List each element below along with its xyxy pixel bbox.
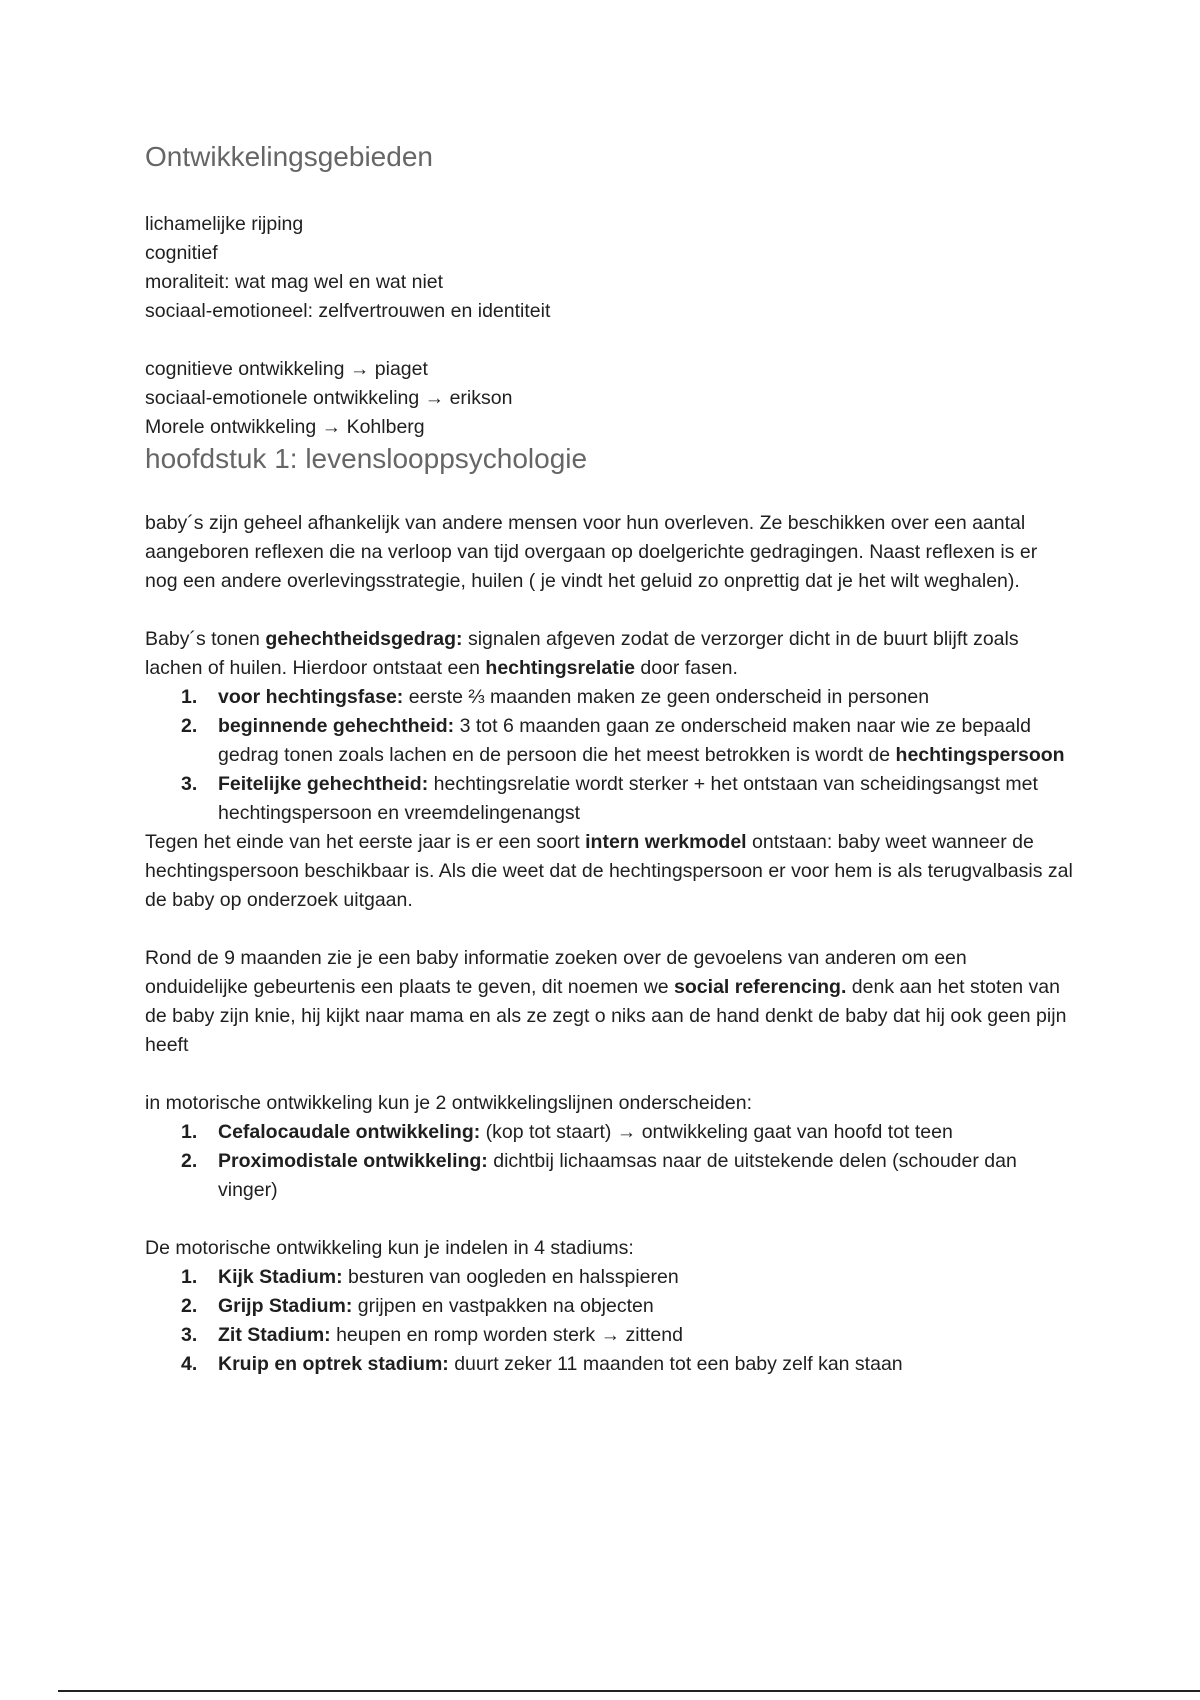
area-line: moraliteit: wat mag wel en wat niet [145, 270, 444, 293]
list-number: 2. [181, 715, 198, 738]
list-text: hechtingsrelatie wordt sterker + het ontstaan van scheidingsangst met hechtingspersoon en vreemdelingenangst [218, 773, 1038, 825]
list-number: 1. [181, 1121, 198, 1144]
theorists-list [145, 355, 1075, 442]
term-intern-werkmodel: intern werkmodel [585, 831, 747, 854]
list-item [145, 712, 1075, 770]
list-item [145, 1147, 1075, 1205]
term-hechtingsrelatie: hechtingsrelatie [485, 657, 635, 680]
list-term: beginnende gehechtheid: [218, 715, 455, 738]
theorist-line: sociaal-emotionele ontwikkeling → erikson [145, 386, 513, 409]
list-item [145, 1263, 1075, 1292]
list-number: 1. [181, 686, 198, 709]
text-run: Tegen het einde van het eerste jaar is er een soort [145, 831, 586, 854]
list-item [145, 1292, 1075, 1321]
list-text: 3 tot 6 maanden gaan ze onderscheid maken naar wie ze bepaald gedrag tonen zoals lachen en de persoon die het meest betrokken is wordt de [218, 715, 1031, 767]
list-text: dichtbij lichaamsas naar de uitstekende delen (schouder dan vinger) [218, 1150, 1017, 1202]
text-run: door fasen. [634, 657, 738, 680]
intro-paragraph: baby´s zijn geheel afhankelijk van andere mensen voor hun overleven. Ze beschikken over een aantal aangeboren reflexen die na verloop van tijd overgaan op doelgerichte gedragingen. Naast reflexen is er nog een andere overlevingsstrategie, huilen ( je vindt het geluid zo onprettig dat je het wilt weghalen). [145, 512, 1038, 593]
list-number: 3. [181, 1324, 198, 1347]
text-run: ontstaan: baby weet wanneer de hechtingspersoon beschikbaar is. Als die weet dat de hechtingspersoon er voor hem is als terugvalbasis zal de baby op onderzoek uitgaan. [145, 831, 1073, 912]
list-text: besturen van oogleden en halsspieren [342, 1266, 679, 1289]
social-referencing-paragraph [145, 944, 1075, 1060]
attachment-paragraph [145, 625, 1075, 683]
area-line: sociaal-emotioneel: zelfvertrouwen en identiteit [145, 299, 551, 322]
list-number: 2. [181, 1150, 198, 1173]
area-line: lichamelijke rijping [145, 212, 304, 235]
theorist-line: Morele ontwikkeling → Kohlberg [145, 415, 425, 438]
list-number: 1. [181, 1266, 198, 1289]
term-hechtingspersoon: hechtingspersoon [895, 744, 1065, 767]
list-term: Cefalocaudale ontwikkeling: [218, 1121, 481, 1144]
list-text: heupen en romp worden sterk → zittend [330, 1324, 683, 1347]
list-number: 4. [181, 1353, 198, 1376]
term-social-referencing: social referencing. [674, 976, 847, 999]
list-number: 2. [181, 1295, 198, 1318]
motor-lines-intro: in motorische ontwikkeling kun je 2 ontwikkelingslijnen onderscheiden: [145, 1092, 753, 1115]
list-term: voor hechtingsfase: [218, 686, 404, 709]
section-title-ontwikkelingsgebieden: Ontwikkelingsgebieden [145, 141, 433, 172]
list-text: (kop tot staart) → ontwikkeling gaat van hoofd tot teen [480, 1121, 953, 1144]
area-line: cognitief [145, 241, 218, 264]
text-run: signalen afgeven zodat de verzorger dicht in de buurt blijft zoals lachen of huilen. Hierdoor ontstaat een [145, 628, 1019, 680]
term-gehechtheidsgedrag: gehechtheidsgedrag: [265, 628, 463, 651]
motor-stages-list [145, 1263, 1075, 1379]
list-term: Proximodistale ontwikkeling: [218, 1150, 488, 1173]
list-term: Kruip en optrek stadium: [218, 1353, 449, 1376]
list-item [145, 1321, 1075, 1350]
list-text: eerste ⅔ maanden maken ze geen onderscheid in personen [403, 686, 930, 709]
list-item [145, 1350, 1075, 1379]
list-number: 3. [181, 773, 198, 796]
list-term: Zit Stadium: [218, 1324, 331, 1347]
list-term: Feitelijke gehechtheid: [218, 773, 429, 796]
development-areas-list [145, 210, 1075, 326]
list-term: Grijp Stadium: [218, 1295, 353, 1318]
text-run: Rond de 9 maanden zie je een baby informatie zoeken over de gevoelens van anderen om een onduidelijke gebeurtenis een plaats te geven, dit noemen we [145, 947, 967, 999]
text-run: denk aan het stoten van de baby zijn knie, hij kijkt naar mama en als ze zegt o niks aan de hand denkt de baby dat hij ook geen pijn heeft [145, 976, 1067, 1057]
list-term: Kijk Stadium: [218, 1266, 343, 1289]
working-model-paragraph [145, 828, 1075, 915]
attachment-phases-list [145, 683, 1075, 828]
document-page [145, 140, 1075, 1379]
list-item [145, 770, 1075, 828]
theorist-line: cognitieve ontwikkeling → piaget [145, 357, 428, 380]
motor-stages-intro: De motorische ontwikkeling kun je indelen in 4 stadiums: [145, 1237, 634, 1260]
section-title-levenslooppsychologie: hoofdstuk 1: levenslooppsychologie [145, 442, 588, 474]
list-text: grijpen en vastpakken na objecten [352, 1295, 654, 1318]
page-divider [58, 1690, 1200, 1692]
list-text: duurt zeker 11 maanden tot een baby zelf kan staan [448, 1353, 903, 1376]
list-item [145, 1118, 1075, 1147]
motor-lines-list [145, 1118, 1075, 1205]
list-item [145, 683, 1075, 712]
text-run: Baby´s tonen [145, 628, 266, 651]
